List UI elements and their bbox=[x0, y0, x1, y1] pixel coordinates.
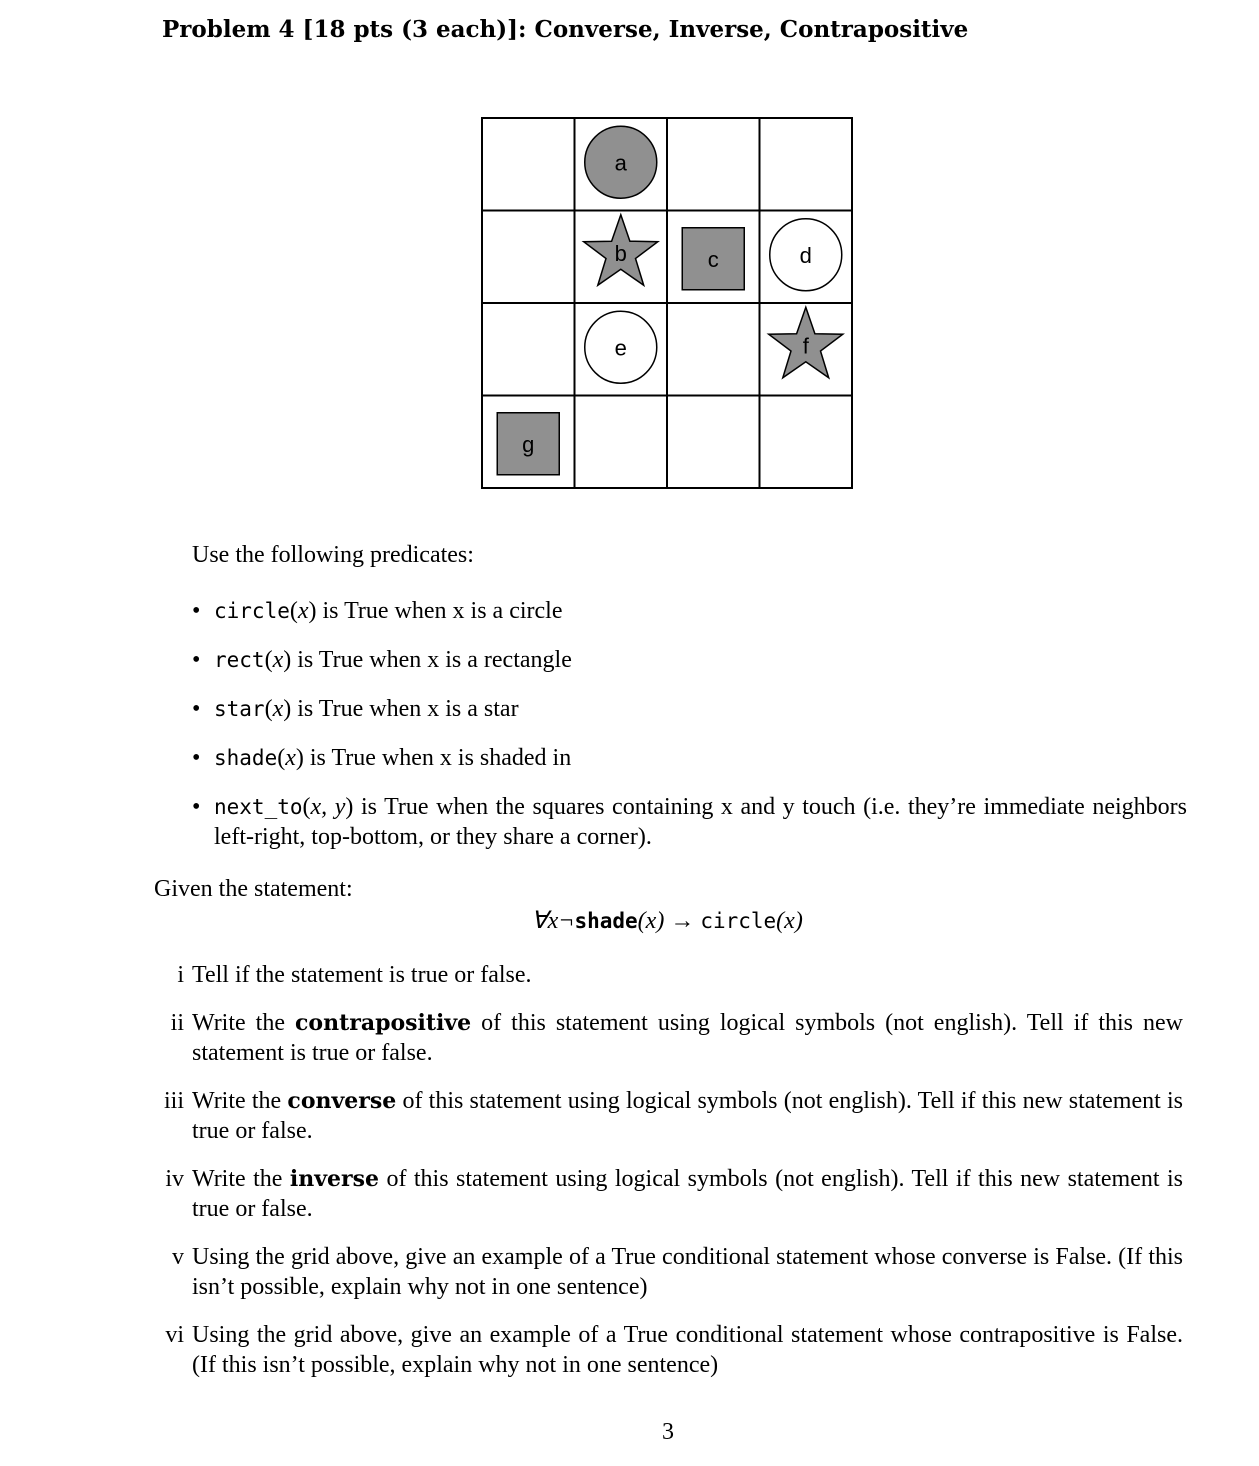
grid-cell bbox=[482, 303, 575, 396]
question-item bbox=[165, 1164, 1183, 1224]
predicate-desc: is True when x is a rectangle bbox=[291, 647, 572, 673]
grid-cell bbox=[667, 396, 760, 489]
page-number: 3 bbox=[662, 1419, 674, 1445]
predicate-args: x bbox=[297, 598, 309, 624]
question-list bbox=[163, 960, 1183, 1398]
predicate-item: • next_to(x, y) is True when the squares containing x and y touch (i.e. they’re immediate neighbors left-right, top-bottom, or they share a corner). bbox=[192, 792, 1187, 852]
shape-label-c: c bbox=[707, 246, 719, 272]
predicate-item: • rect(x) is True when x is a rectangle bbox=[192, 645, 1187, 675]
predicate-desc: is True when the squares containing x and y touch (i.e. they’re immediate neighbors left-right, top-bottom, or they share a corner). bbox=[214, 794, 1187, 850]
quantifier: ∀x¬ bbox=[531, 908, 575, 934]
grid-cell bbox=[667, 303, 760, 396]
predicate-args: x bbox=[272, 696, 284, 722]
predicate-item: • circle(x) is True when x is a circle bbox=[192, 596, 1187, 626]
question-text-rest: of this statement using logical symbols (not english). Tell if this new statement is true or false. bbox=[192, 1166, 1183, 1222]
question-keyword: converse bbox=[287, 1088, 397, 1114]
predicate-desc: is True when x is a star bbox=[291, 696, 519, 722]
question-number: vi bbox=[165, 1322, 184, 1348]
predicate-desc: is True when x is shaded in bbox=[303, 745, 572, 771]
grid-cell bbox=[482, 211, 575, 304]
grid-cell bbox=[667, 118, 760, 211]
question-item bbox=[172, 1242, 1183, 1302]
predicate-name: rect bbox=[214, 648, 265, 672]
statement-formula bbox=[0, 906, 1259, 935]
question-keyword: contrapositive bbox=[295, 1010, 472, 1036]
predicate-desc: is True when x is a circle bbox=[316, 598, 563, 624]
question-number: ii bbox=[170, 1010, 184, 1036]
formula-arg-1: (x) bbox=[637, 908, 665, 934]
question-text: Using the grid above, give an example of a True conditional statement whose contrapositive is False. (If this isn’t possible, explain why not in one sentence) bbox=[192, 1322, 1183, 1378]
formula-pred-2: circle bbox=[700, 909, 777, 933]
question-item bbox=[177, 960, 1183, 990]
shape-label-a: a bbox=[614, 150, 627, 176]
predicate-name: star bbox=[214, 697, 265, 721]
predicate-args: x bbox=[272, 647, 284, 673]
question-item bbox=[165, 1320, 1183, 1380]
question-text-rest: of this statement using logical symbols (not english). Tell if this new statement is true or false. bbox=[192, 1010, 1183, 1066]
predicate-item: • star(x) is True when x is a star bbox=[192, 694, 1187, 724]
predicate-item: • shade(x) is True when x is shaded in bbox=[192, 743, 1187, 773]
question-text: Write the bbox=[192, 1010, 295, 1036]
question-text: Using the grid above, give an example of a True conditional statement whose converse is False. (If this isn’t possible, explain why not in one sentence) bbox=[192, 1244, 1183, 1300]
implies-arrow: → bbox=[664, 908, 701, 934]
shape-label-g: g bbox=[522, 431, 535, 457]
predicate-name: shade bbox=[214, 746, 278, 770]
predicate-args: x bbox=[285, 745, 296, 771]
question-number: iv bbox=[165, 1166, 184, 1192]
question-number: iii bbox=[163, 1088, 184, 1114]
grid-cell bbox=[760, 396, 853, 489]
shape-grid bbox=[480, 116, 856, 492]
question-text: Tell if the statement is true or false. bbox=[192, 962, 532, 988]
predicate-args: x, y bbox=[310, 794, 346, 820]
question-text: Write the bbox=[192, 1088, 288, 1114]
shape-label-f: f bbox=[802, 333, 809, 359]
grid-cell bbox=[760, 118, 853, 211]
formula-arg-2: (x) bbox=[776, 908, 803, 934]
shape-label-b: b bbox=[614, 240, 627, 266]
question-number: v bbox=[172, 1244, 184, 1270]
question-number: i bbox=[177, 962, 184, 988]
predicate-list bbox=[192, 596, 1187, 871]
predicate-name: circle bbox=[214, 599, 290, 623]
problem-title: Problem 4 [18 pts (3 each)]: Converse, Inverse, Contrapositive bbox=[162, 16, 969, 43]
formula-pred-1: shade bbox=[574, 909, 638, 933]
shape-label-e: e bbox=[614, 335, 627, 361]
predicates-intro: Use the following predicates: bbox=[192, 542, 474, 568]
question-text: Write the bbox=[192, 1166, 290, 1192]
given-label: Given the statement: bbox=[154, 876, 353, 902]
question-keyword: inverse bbox=[289, 1166, 379, 1192]
question-item bbox=[170, 1008, 1183, 1068]
question-text-rest: of this statement using logical symbols (not english). Tell if this new statement is true or false. bbox=[192, 1088, 1183, 1144]
predicate-name: next_to bbox=[214, 795, 303, 819]
grid-cell bbox=[575, 396, 668, 489]
shape-label-d: d bbox=[799, 242, 812, 268]
grid-cell bbox=[482, 118, 575, 211]
question-item bbox=[163, 1086, 1183, 1146]
